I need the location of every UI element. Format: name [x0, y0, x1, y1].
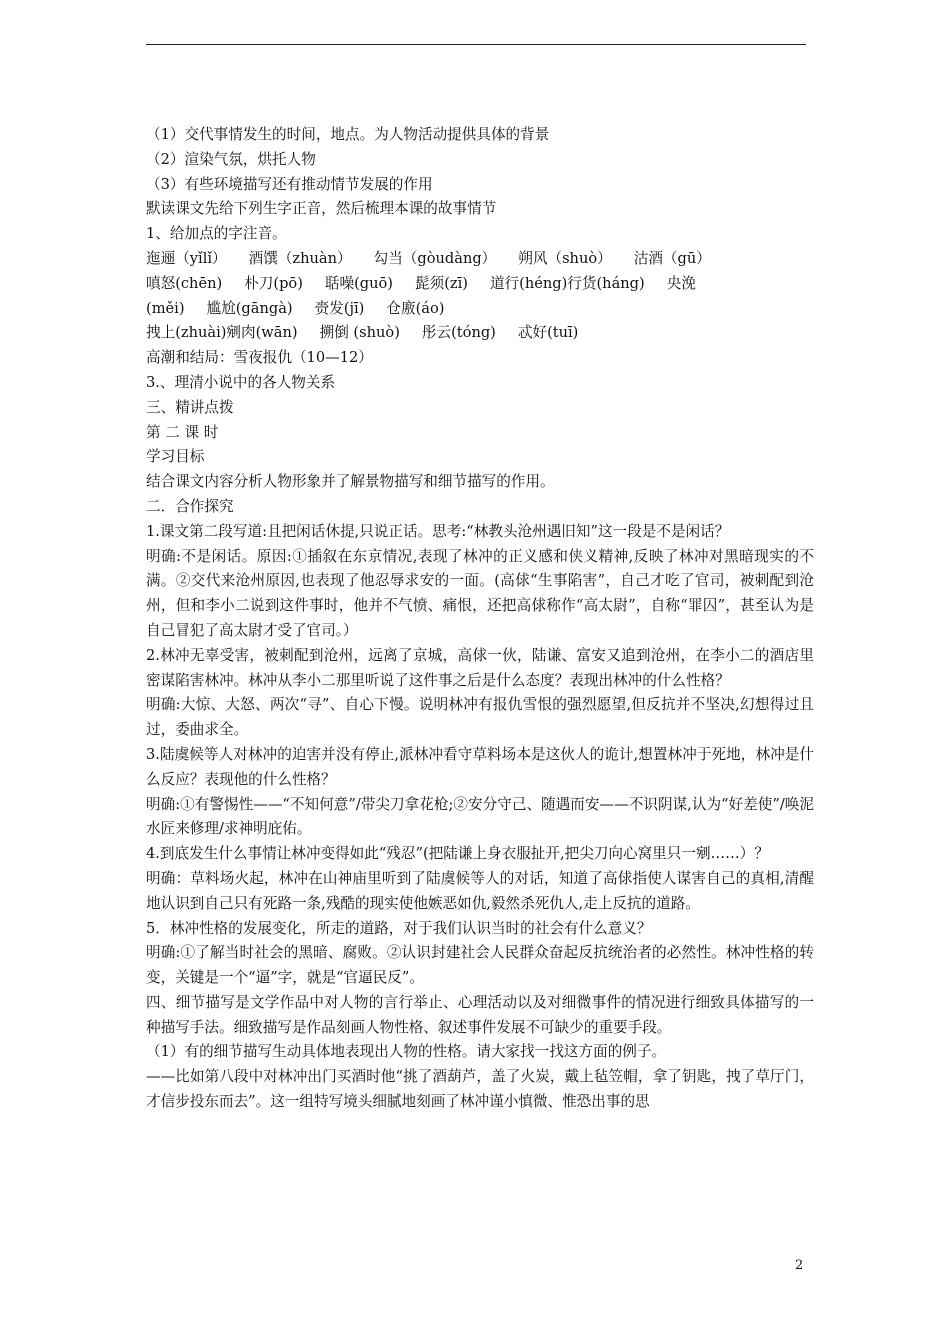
text-line: 默读课文先给下列生字正音，然后梳理本课的故事情节	[146, 200, 497, 218]
text-line: 1、给加点的字注音。	[146, 225, 287, 243]
pinyin-item: 酒馔（zhuàn）	[248, 249, 352, 267]
pinyin-item: 嗔怒(chēn)	[146, 274, 223, 292]
pinyin-item: 髭须(zī)	[415, 274, 468, 292]
pinyin-row	[146, 247, 814, 272]
paragraph: 明确:大惊、大怒、两次“寻”、自心下慢。说明林冲有报仇雪恨的强烈愿望,但反抗并不坚决,幻想得过且过，委曲求全。	[146, 696, 814, 739]
pinyin-row	[146, 321, 814, 346]
pinyin-item: 忒好(tuī)	[517, 324, 579, 342]
pinyin-item: 沽酒（gū）	[633, 249, 711, 267]
pinyin-item: 赍发(jī)	[314, 299, 365, 317]
paragraph: 2.林冲无辜受害，被刺配到沧州，远离了京城，高俅一伙，陆谦、富安又追到沧州，在李小二的酒店里密谋陷害林冲。林冲从李小二那里听说了这件事之后是什么态度？表现出林冲的什么性格？	[146, 646, 814, 689]
section-heading: 学习目标	[146, 448, 205, 466]
pinyin-item: 搠倒 (shuò)	[319, 324, 400, 342]
pinyin-item: (měi)	[146, 299, 185, 317]
pinyin-item: 道行(héng)行货(háng)	[489, 274, 645, 292]
text-line: 高潮和结局：雪夜报仇（10—12）	[146, 349, 373, 367]
document-body	[146, 123, 814, 1115]
paragraph: 明确:①有警惕性——“不知何意”/带尖刀拿花枪;②安分守己、随遇而安——不识阴谋,认为“好差使”/唤泥水匠来修理/求神明庇佑。	[146, 795, 814, 838]
pinyin-item: 央浼	[666, 274, 696, 292]
pinyin-item: 朴刀(pō)	[244, 274, 303, 292]
pinyin-item: 迤逦（yǐlǐ）	[146, 249, 227, 267]
pinyin-row	[146, 297, 814, 322]
paragraph: （1）有的细节描写生动具体地表现出人物的性格。请大家找一找这方面的例子。	[146, 1043, 667, 1061]
pinyin-row	[146, 272, 814, 297]
paragraph: 4.到底发生什么事情让林冲变得如此“残忍”(把陆谦上身衣服扯开,把尖刀向心窝里只一剜……）？	[146, 845, 769, 863]
paragraph: ——比如第八段中对林冲出门买酒时他“挑了酒葫芦，盖了火炭，戴上毡笠帽，拿了钥匙，拽了草厅门，才信步投东而去”。这一组特写境头细腻地刻画了林冲谨小慎微、惟恐出事的思	[146, 1068, 814, 1111]
text-line: 结合课文内容分析人物形象并了解景物描写和细节描写的作用。	[146, 473, 555, 491]
pinyin-item: 尴尬(gāngà)	[206, 299, 293, 317]
section-heading: 二．合作探究	[146, 497, 234, 515]
text-line: （2）渲染气氛，烘托人物	[146, 150, 316, 168]
text-line: （1）交代事情发生的时间，地点。为人物活动提供具体的背景	[146, 126, 550, 143]
paragraph: 1.课文第二段写道:且把闲话休提,只说正话。思考:“林教头沧州遇旧知”这一段是不是闲话？	[146, 522, 730, 540]
section-heading: 三、精讲点拨	[146, 398, 234, 416]
pinyin-item: 仓廒(áo)	[386, 299, 445, 317]
paragraph: 明确:①了解当时社会的黑暗、腐败。②认识封建社会人民群众奋起反抗统治者的必然性。林冲性格的转变，关键是一个“逼”字，就是“官逼民反”。	[146, 944, 814, 987]
pinyin-item: 朔风（shuò）	[518, 249, 612, 267]
pinyin-item: 勾当（gòudàng）	[373, 249, 497, 267]
paragraph: 3.陆虞候等人对林冲的迫害并没有停止,派林冲看守草料场本是这伙人的诡计,想置林冲于死地，林冲是什么反应？表现他的什么性格？	[146, 745, 814, 788]
header-rule	[146, 44, 806, 45]
pinyin-item: 彤云(tóng)	[421, 324, 496, 342]
pinyin-item: 拽上(zhuài)剜肉(wān)	[146, 324, 298, 342]
page-number: 2	[795, 1258, 804, 1273]
paragraph: 四、细节描写是文学作品中对人物的言行举止、心理活动以及对细微事件的情况进行细致具体描写的一种描写手法。细致描写是作品刻画人物性格、叙述事件发展不可缺少的重要手段。	[146, 993, 814, 1036]
paragraph: 明确：草料场火起，林冲在山神庙里听到了陆虞候等人的对话，知道了高俅指使人谋害自己的真相,清醒地认识到自己只有死路一条,残酷的现实使他嫉恶如仇,毅然杀死仇人,走上反抗的道路。	[146, 869, 814, 912]
paragraph: 明确:不是闲话。原因:①插叙在东京情况,表现了林冲的正义感和侠义精神,反映了林冲对黑暗现实的不满。②交代来沧州原因,也表现了他忍辱求安的一面。(高俅“生事陷害”，自己才吃了官司，被刺配到沧州，但和李小二说到这件事时，他并不气愤、痛恨，还把高俅称作“高太尉”，自称“罪囚”，甚至认为是自己冒犯了高太尉才受了官司。）	[146, 547, 814, 639]
text-line: 3.、理清小说中的各人物关系	[146, 373, 336, 391]
text-line: （3）有些环境描写还有推动情节发展的作用	[146, 175, 433, 193]
pinyin-item: 聒噪(guō)	[324, 274, 393, 292]
paragraph: 5．林冲性格的发展变化，所走的道路，对于我们认识当时的社会有什么意义？	[146, 919, 652, 937]
section-heading: 第 二 课 时	[146, 423, 219, 441]
